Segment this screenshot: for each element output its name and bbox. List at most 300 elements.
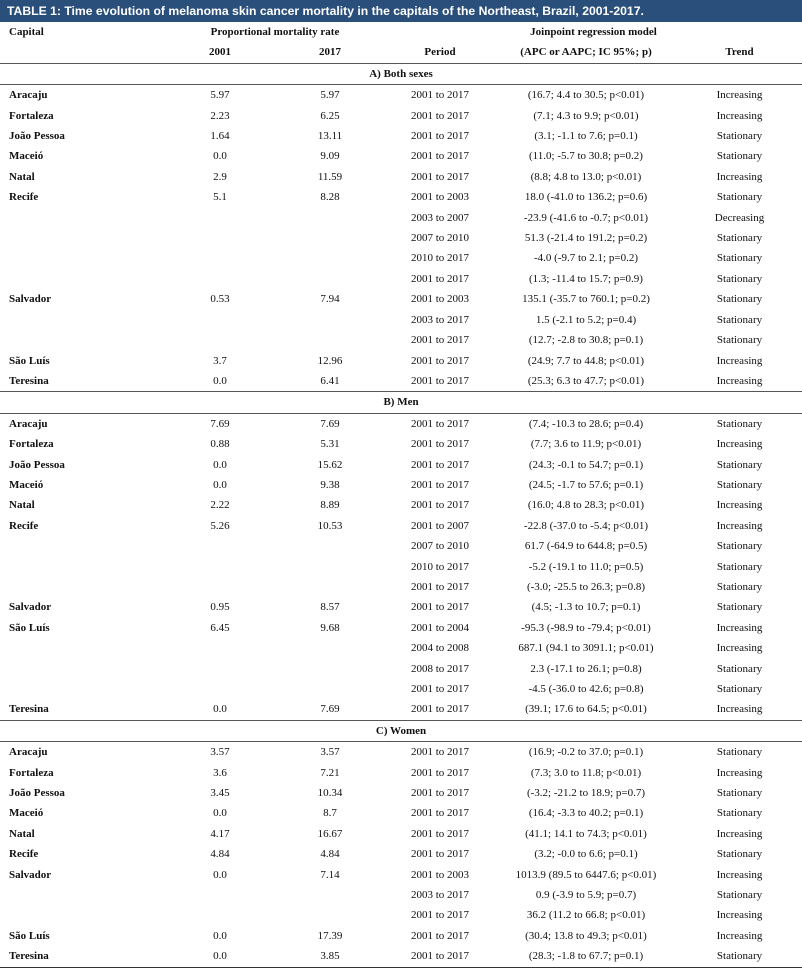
- capital-cell: [0, 269, 165, 289]
- period-cell: 2001 to 2004: [410, 621, 470, 634]
- rate-2001-cell: 0.0: [213, 807, 227, 820]
- table-row: [0, 269, 802, 289]
- rate-2017-cell: 8.28: [320, 191, 340, 204]
- period-cell: 2001 to 2017: [410, 703, 470, 716]
- table-row: [0, 434, 802, 454]
- trend-cell: Increasing: [716, 374, 763, 387]
- rate-2001-cell: 6.45: [210, 621, 230, 634]
- rate-2017-cell: 8.57: [320, 601, 340, 614]
- apc-cell: (28.3; -1.8 to 67.7; p=0.1): [495, 946, 677, 967]
- apc-cell: 36.2 (11.2 to 66.8; p<0.01): [526, 909, 646, 922]
- trend-cell: Increasing: [716, 354, 763, 367]
- capital-cell: Teresina: [9, 374, 49, 387]
- rate-2017-cell: 15.62: [317, 458, 343, 471]
- rate-2017-cell: [275, 269, 385, 289]
- rate-2017-cell: 7.14: [320, 868, 340, 881]
- rate-2001-cell: 2.22: [210, 499, 230, 512]
- period-cell: 2001 to 2017: [410, 807, 470, 820]
- apc-cell: (8.8; 4.8 to 13.0; p<0.01): [530, 170, 642, 183]
- period-cell: 2001 to 2017: [410, 417, 470, 430]
- table-row: [0, 126, 802, 146]
- rate-2017-cell: [275, 905, 385, 925]
- period-cell: 2001 to 2017: [410, 909, 470, 922]
- rate-2001-cell: [165, 557, 275, 577]
- table-row: [0, 803, 802, 823]
- table-row: [0, 289, 802, 309]
- rate-2001-cell: 0.0: [213, 150, 227, 163]
- rate-2017-cell: 8.89: [320, 499, 340, 512]
- section-heading-row: [0, 63, 802, 84]
- trend-cell: Decreasing: [714, 211, 765, 224]
- apc-cell: (7.7; 3.6 to 11.9; p<0.01): [530, 438, 642, 451]
- table-row: [0, 371, 802, 392]
- trend-cell: Increasing: [716, 499, 763, 512]
- apc-cell: (24.9; 7.7 to 44.8; p<0.01): [527, 354, 645, 367]
- capital-cell: João Pessoa: [9, 130, 65, 143]
- apc-cell: -23.9 (-41.6 to -0.7; p<0.01): [523, 211, 649, 224]
- period-cell: 2001 to 2003: [410, 293, 470, 306]
- table-row: [0, 455, 802, 475]
- trend-cell: Stationary: [716, 662, 763, 675]
- table-row: [0, 351, 802, 371]
- table-row: [0, 146, 802, 166]
- table-row: [0, 495, 802, 515]
- section-heading-row: [0, 720, 802, 741]
- rate-2001-cell: 2.9: [213, 170, 227, 183]
- table-row: [0, 763, 802, 783]
- capital-cell: Teresina: [9, 703, 49, 716]
- trend-cell: Stationary: [716, 560, 763, 573]
- apc-cell: -4.5 (-36.0 to 42.6; p=0.8): [528, 683, 644, 695]
- rate-2001-cell: 0.95: [210, 601, 230, 614]
- trend-cell: Increasing: [716, 109, 763, 122]
- period-cell: 2001 to 2017: [410, 458, 470, 471]
- table-row: [0, 597, 802, 617]
- header-proportional-mortality-rate: Proportional mortality rate: [210, 26, 340, 38]
- rate-2001-cell: 5.26: [210, 519, 230, 532]
- period-cell: 2001 to 2017: [410, 150, 470, 163]
- apc-cell: (41.1; 14.1 to 74.3; p<0.01): [525, 827, 647, 840]
- rate-2017-cell: [275, 536, 385, 556]
- table-row: [0, 742, 802, 763]
- rate-2001-cell: [165, 208, 275, 228]
- period-cell: 2001 to 2017: [410, 683, 470, 695]
- period-cell: 2010 to 2017: [410, 252, 470, 265]
- table-row: [0, 885, 802, 905]
- capital-cell: [0, 659, 165, 679]
- rate-2001-cell: [165, 638, 275, 658]
- period-cell: 2001 to 2017: [410, 746, 470, 759]
- rate-2017-cell: 17.39: [317, 929, 343, 942]
- apc-cell: (-3.2; -21.2 to 18.9; p=0.7): [526, 787, 646, 800]
- apc-cell: 2.3 (-17.1 to 26.1; p=0.8): [530, 662, 642, 675]
- rate-2017-cell: 11.59: [317, 170, 343, 183]
- capital-cell: [0, 885, 165, 905]
- capital-cell: Recife: [9, 191, 39, 204]
- rate-2001-cell: 0.0: [165, 946, 275, 967]
- capital-cell: João Pessoa: [9, 458, 65, 471]
- trend-cell: Stationary: [716, 746, 763, 759]
- rate-2001-cell: [165, 885, 275, 905]
- table-row: [0, 208, 802, 228]
- period-cell: 2007 to 2010: [410, 232, 470, 245]
- trend-cell: Stationary: [716, 417, 763, 430]
- rate-2001-cell: 2.23: [210, 109, 230, 122]
- trend-cell: Stationary: [716, 683, 763, 695]
- trend-cell: Stationary: [716, 580, 763, 593]
- apc-cell: (12.7; -2.8 to 30.8; p=0.1): [528, 334, 644, 347]
- rate-2001-cell: 3.57: [210, 746, 230, 759]
- rate-2001-cell: 4.84: [210, 848, 230, 861]
- rate-2001-cell: [165, 536, 275, 556]
- header-period: Period: [385, 42, 495, 63]
- capital-cell: São Luís: [9, 929, 50, 942]
- capital-cell: Salvador: [9, 601, 52, 614]
- trend-cell: Increasing: [716, 89, 763, 102]
- header-joinpoint-regression-model: Joinpoint regression model: [530, 26, 657, 38]
- rate-2017-cell: 6.25: [320, 109, 340, 122]
- rate-2001-cell: [165, 248, 275, 268]
- apc-cell: 18.0 (-41.0 to 136.2; p=0.6): [524, 191, 648, 204]
- trend-cell: Increasing: [716, 703, 763, 716]
- table-row: [0, 618, 802, 638]
- rate-2001-cell: 5.1: [213, 191, 227, 204]
- header-capital: Capital: [9, 26, 44, 38]
- rate-2017-cell: 9.38: [320, 478, 340, 491]
- apc-cell: (24.3; -0.1 to 54.7; p=0.1): [528, 458, 644, 471]
- period-cell: 2001 to 2017: [410, 848, 470, 861]
- rate-2017-cell: [275, 228, 385, 248]
- apc-cell: (11.0; -5.7 to 30.8; p=0.2): [529, 150, 643, 163]
- trend-cell: Stationary: [716, 478, 763, 491]
- trend-cell: Stationary: [716, 540, 763, 553]
- trend-cell: Increasing: [716, 642, 763, 655]
- period-cell: 2007 to 2010: [410, 540, 470, 553]
- rate-2017-cell: [275, 659, 385, 679]
- rate-2017-cell: [275, 330, 385, 350]
- trend-cell: Increasing: [716, 438, 763, 451]
- capital-cell: Aracaju: [9, 417, 48, 430]
- rate-2017-cell: 7.21: [320, 766, 340, 779]
- period-cell: 2010 to 2017: [410, 560, 470, 573]
- capital-cell: Aracaju: [9, 746, 48, 759]
- rate-2001-cell: [165, 228, 275, 248]
- period-cell: 2008 to 2017: [410, 662, 470, 675]
- apc-cell: (16.9; -0.2 to 37.0; p=0.1): [528, 746, 644, 759]
- rate-2017-cell: 8.7: [323, 807, 337, 820]
- rate-2001-cell: 0.0: [213, 703, 227, 716]
- apc-cell: (7.4; -10.3 to 28.6; p=0.4): [528, 417, 644, 430]
- period-cell: 2001 to 2017: [410, 929, 470, 942]
- capital-cell: Maceió: [9, 807, 44, 820]
- period-cell: 2001 to 2003: [410, 191, 470, 204]
- trend-cell: Increasing: [716, 909, 763, 922]
- rate-2017-cell: [275, 208, 385, 228]
- capital-cell: Teresina: [0, 946, 165, 967]
- rate-2001-cell: 0.53: [210, 293, 230, 306]
- apc-cell: (7.1; 4.3 to 9.9; p<0.01): [533, 109, 639, 122]
- trend-cell: Stationary: [716, 807, 763, 820]
- table-row: [0, 516, 802, 536]
- capital-cell: São Luís: [9, 621, 50, 634]
- rate-2001-cell: [165, 330, 275, 350]
- period-cell: 2001 to 2017: [410, 580, 470, 593]
- trend-cell: Increasing: [716, 868, 763, 881]
- header-blank: [0, 42, 165, 63]
- table-row: [0, 167, 802, 187]
- capital-cell: Aracaju: [9, 89, 48, 102]
- trend-cell: Stationary: [716, 191, 763, 204]
- capital-cell: [0, 248, 165, 268]
- table-row: [0, 844, 802, 864]
- table-row: [0, 330, 802, 350]
- rate-2001-cell: [165, 679, 275, 699]
- table-row: [0, 699, 802, 720]
- rate-2017-cell: 10.53: [317, 519, 343, 532]
- table-row: [0, 187, 802, 207]
- period-cell: 2001 to 2017: [410, 109, 470, 122]
- rate-2001-cell: 3.7: [213, 354, 227, 367]
- period-cell: 2001 to 2017: [410, 334, 470, 347]
- table-row: [0, 310, 802, 330]
- table-row: [0, 865, 802, 885]
- apc-cell: -95.3 (-98.9 to -79.4; p<0.01): [521, 621, 651, 634]
- header-row-1: [0, 22, 802, 42]
- apc-cell: -22.8 (-37.0 to -5.4; p<0.01): [523, 519, 649, 532]
- table-row: [0, 577, 802, 597]
- rate-2001-cell: 7.69: [210, 417, 230, 430]
- period-cell: 2001 to 2017: [385, 946, 495, 967]
- rate-2001-cell: 0.0: [213, 929, 227, 942]
- period-cell: 2003 to 2007: [410, 211, 470, 224]
- section-heading-row: [0, 392, 802, 413]
- apc-cell: (16.7; 4.4 to 30.5; p<0.01): [527, 89, 645, 102]
- rate-2017-cell: 9.09: [320, 150, 340, 163]
- trend-cell: Stationary: [677, 946, 802, 967]
- capital-cell: Maceió: [9, 150, 44, 163]
- trend-cell: Increasing: [716, 519, 763, 532]
- capital-cell: [0, 310, 165, 330]
- period-cell: 2001 to 2017: [410, 170, 470, 183]
- trend-cell: Stationary: [716, 889, 763, 902]
- capital-cell: [0, 905, 165, 925]
- apc-cell: 1.5 (-2.1 to 5.2; p=0.4): [535, 313, 637, 326]
- apc-cell: (3.2; -0.0 to 6.6; p=0.1): [534, 848, 638, 861]
- rate-2001-cell: [165, 577, 275, 597]
- table-row: [0, 557, 802, 577]
- rate-2001-cell: [165, 310, 275, 330]
- period-cell: 2001 to 2017: [410, 438, 470, 451]
- rate-2001-cell: 0.0: [213, 478, 227, 491]
- capital-cell: Natal: [9, 499, 35, 512]
- trend-cell: Increasing: [716, 929, 763, 942]
- trend-cell: Stationary: [716, 334, 763, 347]
- apc-cell: (-3.0; -25.5 to 26.3; p=0.8): [526, 580, 646, 593]
- rate-2017-cell: 16.67: [317, 827, 343, 840]
- table-row: [0, 638, 802, 658]
- capital-cell: Fortaleza: [9, 766, 54, 779]
- trend-cell: Stationary: [716, 313, 763, 326]
- trend-cell: Stationary: [716, 130, 763, 143]
- capital-cell: [0, 536, 165, 556]
- table-header: [0, 22, 802, 63]
- capital-cell: Recife: [9, 848, 39, 861]
- period-cell: 2001 to 2017: [410, 478, 470, 491]
- table-row: [0, 679, 802, 699]
- capital-cell: Salvador: [9, 293, 52, 306]
- capital-cell: Natal: [9, 170, 35, 183]
- rate-2017-cell: 9.68: [320, 621, 340, 634]
- rate-2017-cell: 4.84: [320, 848, 340, 861]
- trend-cell: Stationary: [716, 848, 763, 861]
- capital-cell: Fortaleza: [9, 438, 54, 451]
- table-row: [0, 946, 802, 967]
- rate-2017-cell: 6.41: [320, 374, 340, 387]
- period-cell: 2001 to 2017: [410, 827, 470, 840]
- rate-2017-cell: [275, 885, 385, 905]
- rate-2001-cell: 0.0: [213, 868, 227, 881]
- capital-cell: Natal: [9, 827, 35, 840]
- table-row: [0, 85, 802, 106]
- table-row: [0, 106, 802, 126]
- trend-cell: Increasing: [716, 170, 763, 183]
- trend-cell: Stationary: [716, 601, 763, 614]
- rate-2001-cell: 3.45: [210, 787, 230, 800]
- capital-cell: Fortaleza: [9, 109, 54, 122]
- period-cell: 2001 to 2007: [410, 519, 470, 532]
- rate-2017-cell: 7.69: [320, 417, 340, 430]
- period-cell: 2001 to 2017: [410, 354, 470, 367]
- period-cell: 2001 to 2017: [410, 601, 470, 614]
- capital-cell: [0, 330, 165, 350]
- table-row: [0, 475, 802, 495]
- capital-cell: [0, 228, 165, 248]
- apc-cell: (39.1; 17.6 to 64.5; p<0.01): [525, 703, 647, 716]
- rate-2001-cell: 0.0: [213, 458, 227, 471]
- table-row: [0, 413, 802, 434]
- table-row: [0, 248, 802, 268]
- rate-2017-cell: [275, 557, 385, 577]
- capital-cell: [0, 557, 165, 577]
- table-row: [0, 824, 802, 844]
- rate-2001-cell: 1.64: [210, 130, 230, 143]
- trend-cell: Stationary: [716, 272, 763, 285]
- table-row: [0, 228, 802, 248]
- trend-cell: Stationary: [716, 458, 763, 471]
- trend-cell: Stationary: [716, 150, 763, 163]
- rate-2017-cell: 7.69: [320, 703, 340, 716]
- rate-2017-cell: 3.85: [275, 946, 385, 967]
- period-cell: 2003 to 2017: [410, 889, 470, 902]
- capital-cell: Salvador: [9, 868, 52, 881]
- section-title: C) Women: [0, 720, 802, 741]
- period-cell: 2001 to 2017: [410, 272, 470, 285]
- apc-cell: (24.5; -1.7 to 57.6; p=0.1): [528, 478, 644, 491]
- rate-2017-cell: 3.57: [320, 746, 340, 759]
- rate-2001-cell: [165, 905, 275, 925]
- apc-cell: -4.0 (-9.7 to 2.1; p=0.2): [534, 252, 638, 265]
- period-cell: 2004 to 2008: [410, 642, 470, 655]
- table-row: [0, 659, 802, 679]
- capital-cell: [0, 679, 165, 699]
- trend-cell: Stationary: [716, 787, 763, 800]
- section-title: A) Both sexes: [0, 63, 802, 84]
- capital-cell: [0, 577, 165, 597]
- apc-cell: 1013.9 (89.5 to 6447.6; p<0.01): [515, 868, 657, 881]
- apc-cell: (30.4; 13.8 to 49.3; p<0.01): [525, 929, 647, 942]
- apc-cell: (7.3; 3.0 to 11.8; p<0.01): [530, 766, 642, 779]
- table-row: [0, 905, 802, 925]
- rate-2017-cell: [275, 638, 385, 658]
- table-row: [0, 536, 802, 556]
- trend-cell: Increasing: [716, 621, 763, 634]
- apc-cell: -5.2 (-19.1 to 11.0; p=0.5): [528, 560, 644, 573]
- section-title: B) Men: [0, 392, 802, 413]
- header-2017: 2017: [275, 42, 385, 63]
- rate-2001-cell: 4.17: [210, 827, 230, 840]
- table-row: [0, 926, 802, 946]
- apc-cell: (25.3; 6.3 to 47.7; p<0.01): [527, 374, 645, 387]
- period-cell: 2001 to 2017: [410, 787, 470, 800]
- capital-cell: Recife: [9, 519, 39, 532]
- trend-cell: Increasing: [716, 766, 763, 779]
- period-cell: 2001 to 2017: [410, 130, 470, 143]
- capital-cell: [0, 208, 165, 228]
- header-row-2: [0, 42, 802, 63]
- period-cell: 2003 to 2017: [410, 313, 470, 326]
- capital-cell: [0, 638, 165, 658]
- trend-cell: Increasing: [716, 827, 763, 840]
- trend-cell: Stationary: [716, 232, 763, 245]
- rate-2017-cell: [275, 577, 385, 597]
- apc-cell: 51.3 (-21.4 to 191.2; p=0.2): [524, 232, 648, 245]
- rate-2001-cell: [165, 659, 275, 679]
- header-apc: (APC or AAPC; IC 95%; p): [495, 42, 677, 63]
- rate-2001-cell: 0.88: [210, 438, 230, 451]
- apc-cell: (16.4; -3.3 to 40.2; p=0.1): [528, 807, 644, 820]
- rate-2017-cell: 7.94: [320, 293, 340, 306]
- rate-2001-cell: 3.6: [213, 766, 227, 779]
- rate-2017-cell: 5.31: [320, 438, 340, 451]
- apc-cell: 61.7 (-64.9 to 644.8; p=0.5): [524, 540, 648, 553]
- mortality-table: [0, 22, 802, 968]
- rate-2001-cell: 0.0: [213, 374, 227, 387]
- rate-2017-cell: 13.11: [317, 130, 343, 143]
- capital-cell: João Pessoa: [9, 787, 65, 800]
- header-2001: 2001: [165, 42, 275, 63]
- capital-cell: São Luís: [9, 354, 50, 367]
- capital-cell: Maceió: [9, 478, 44, 491]
- apc-cell: (16.0; 4.8 to 28.3; p<0.01): [527, 499, 645, 512]
- period-cell: 2001 to 2017: [410, 766, 470, 779]
- period-cell: 2001 to 2017: [410, 374, 470, 387]
- apc-cell: 0.9 (-3.9 to 5.9; p=0.7): [535, 889, 637, 902]
- period-cell: 2001 to 2017: [410, 499, 470, 512]
- table-row: [0, 783, 802, 803]
- period-cell: 2001 to 2003: [410, 868, 470, 881]
- trend-cell: Stationary: [716, 252, 763, 265]
- apc-cell: (3.1; -1.1 to 7.6; p=0.1): [534, 130, 638, 143]
- apc-cell: (1.3; -11.4 to 15.7; p=0.9): [529, 272, 643, 285]
- table-body: [0, 63, 802, 967]
- rate-2017-cell: [275, 679, 385, 699]
- apc-cell: 135.1 (-35.7 to 760.1; p=0.2): [522, 293, 650, 306]
- table-title: TABLE 1: Time evolution of melanoma skin cancer mortality in the capitals of the Northeast, Brazil, 2001-2017.: [0, 0, 802, 22]
- rate-2017-cell: 10.34: [317, 787, 343, 800]
- rate-2017-cell: 5.97: [320, 89, 340, 102]
- rate-2017-cell: [275, 248, 385, 268]
- rate-2017-cell: 12.96: [317, 354, 343, 367]
